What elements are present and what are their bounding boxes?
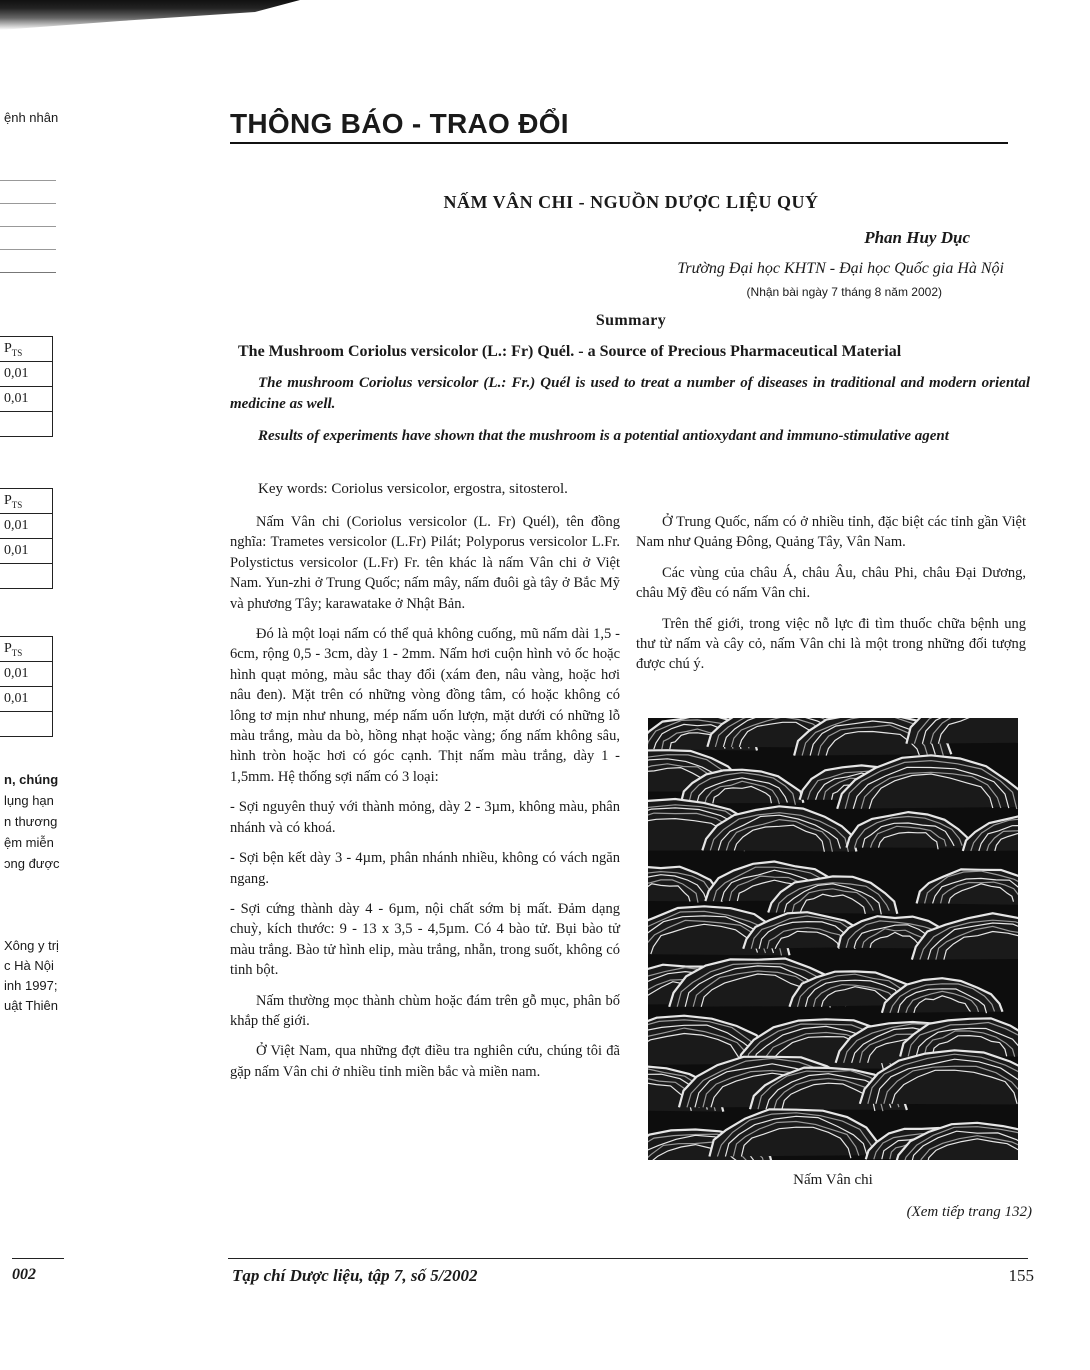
paragraph: - Sợi cứng thành dày 4 - 6µm, nội chất sớm bị mất. Đảm dạng chuỳ, kích thước: 9 - 13 x 3,5 - 4,5µm. Có 4 bào tử. Bụi bào tử màu trắng. Bào tử hình elip, màu trắng, nhẵn, trong suốt, không có tinh bột.	[230, 900, 620, 979]
fragment-line: ệm miễn	[4, 835, 54, 850]
paragraph: Nấm Vân chi (Coriolus versicolor (L. Fr) Quél), tên đồng nghĩa: Trametes versicolor (L.Fr) Pilát; Polyporus versicolor L.Fr. Polystictus versicolor (L.Fr) Fr. tên khác là nấm Vân chi ở Việt Nam. Yun-zhi ở Trung Quốc; nấm mây, nấm đuôi gà tây ở Bắc Mỹ và phương Tây; karawatake ở Nhật Bản.	[230, 514, 620, 612]
article-title: NẤM VÂN CHI - NGUỒN DƯỢC LIỆU QUÝ	[443, 192, 819, 212]
continued-note: (Xem tiếp trang 132)	[906, 1204, 1032, 1220]
mushroom-photo	[648, 718, 1018, 1160]
section-title: THÔNG BÁO - TRAO ĐỔI	[230, 108, 569, 139]
journal-name: Tạp chí Dược liệu, tập 7, số 5/2002	[232, 1266, 478, 1285]
paragraph: Nấm thường mọc thành chùm hoặc đám trên gỗ mục, phân bố khắp thế giới.	[230, 992, 620, 1029]
paragraph: - Sợi nguyên thuỷ với thành mỏng, dày 2 - 3µm, không màu, phân nhánh và có khoá.	[230, 799, 620, 836]
previous-page-fragment	[0, 0, 80, 1100]
body-column-left	[230, 512, 620, 1092]
fragment-table-cell: 0,01	[0, 387, 52, 412]
fragment-line: uật Thiên	[4, 998, 58, 1013]
received-date: (Nhận bài ngày 7 tháng 8 năm 2002)	[746, 285, 942, 299]
page-number: 155	[1008, 1266, 1034, 1285]
mushroom-cap	[906, 718, 1018, 746]
fragment-table-3	[0, 636, 53, 737]
fragment-line: n, chúng	[4, 772, 59, 787]
english-abstract-p2: Results of experiments have shown that the mushroom is a potential antioxydant and immuno-stimulative agent	[258, 428, 949, 444]
section-rule	[230, 142, 1008, 144]
paragraph: Các vùng của châu Á, châu Âu, châu Phi, châu Đại Dương, châu Mỹ đều có nấm Vân chi.	[636, 564, 1026, 602]
english-title: The Mushroom Coriolus versicolor (L.: Fr) Quél. - a Source of Precious Pharmaceutical Material	[238, 343, 902, 360]
fragment-table-1	[0, 336, 53, 437]
author: Phan Huy Dục	[864, 228, 970, 247]
footer-rule	[228, 1258, 1028, 1259]
fragment-line: ɔng được	[4, 856, 60, 871]
fragment-table-cell: 0,01	[0, 662, 52, 687]
fragment-line: c Hà Nội	[4, 958, 54, 973]
summary-heading: Summary	[595, 312, 667, 329]
keywords: Key words: Coriolus versicolor, ergostra, sitosterol.	[258, 481, 568, 497]
fragment-table-2	[0, 488, 53, 589]
fragment-table-header: $P_{TS}$	[0, 637, 52, 662]
fragment-table-cell: 0,01	[0, 514, 52, 539]
fragment-line: inh 1997;	[4, 978, 58, 993]
affiliation: Trường Đại học KHTN - Đại học Quốc gia Hà Nội	[677, 260, 1004, 277]
paragraph: Ở Trung Quốc, nấm có ở nhiều tỉnh, đặc biệt các tỉnh gần Việt Nam như Quảng Đông, Quảng Tây, Vân Nam.	[636, 514, 1026, 551]
body-column-right	[636, 512, 1026, 685]
paragraph: Đó là một loại nấm có thể quả không cuống, mũ nấm dài 1,5 - 6cm, rộng 0,5 - 3cm, dày 1 - 2mm. Nấm hơi cuộn hình vỏ ốc hoặc hình quạt mỏng, màu sắc thay đổi (xám đen, nâu vàng, hoặc hơi nâu đen). Mặt trên có những vòng đồng tâm, có hoặc không có lông tơ mịn như nhung, mép nấm uốn lượn, mặt dưới có những lỗ màu trắng, màu da bò, hồng nhạt hoặc vàng; ống nấm không sâu, hình tròn hoặc hơi có góc cạnh. Thịt nấm màu trắng, dày 1 - 1,5mm. Hệ thống sợi nấm có 3 loại:	[230, 626, 620, 785]
fragment-table-cell: 0,01	[0, 539, 52, 564]
fragment-table-header: $P_{TS}$	[0, 489, 52, 514]
paragraph: Ở Việt Nam, qua những đợt điều tra nghiên cứu, chúng tôi đã gặp nấm Vân chi ở nhiều tỉnh miền bắc và miền nam.	[230, 1043, 620, 1080]
faded-table-fragment	[0, 180, 56, 290]
english-abstract-p1: The mushroom Coriolus versicolor (L.: Fr.) Quél is used to treat a number of diseases in traditional and modern oriental medicine as well.	[230, 375, 1030, 412]
paragraph: - Sợi bện kết dày 3 - 4µm, phân nhánh nhiều, không có vách ngăn ngang.	[230, 850, 620, 887]
fragment-table-cell: 0,01	[0, 362, 52, 387]
fragment-line: Xông y trị	[4, 938, 59, 953]
previous-page-number: 002	[12, 1266, 36, 1283]
fragment-line: n thương	[4, 814, 58, 829]
figure-caption: Nấm Vân chi	[793, 1172, 873, 1188]
fragment-table-cell: 0,01	[0, 687, 52, 712]
footer-rule-left	[12, 1258, 64, 1259]
paragraph: Trên thế giới, trong việc nỗ lực đi tìm thuốc chữa bệnh ung thư từ nấm và cây cỏ, nấm Vân chi là một trong những đối tượng được chú ý.	[636, 615, 1026, 673]
fragment-text: ệnh nhân	[4, 110, 59, 125]
fragment-table-header: $P_{TS}$	[0, 337, 52, 362]
fragment-line: lụng hạn	[4, 793, 54, 808]
